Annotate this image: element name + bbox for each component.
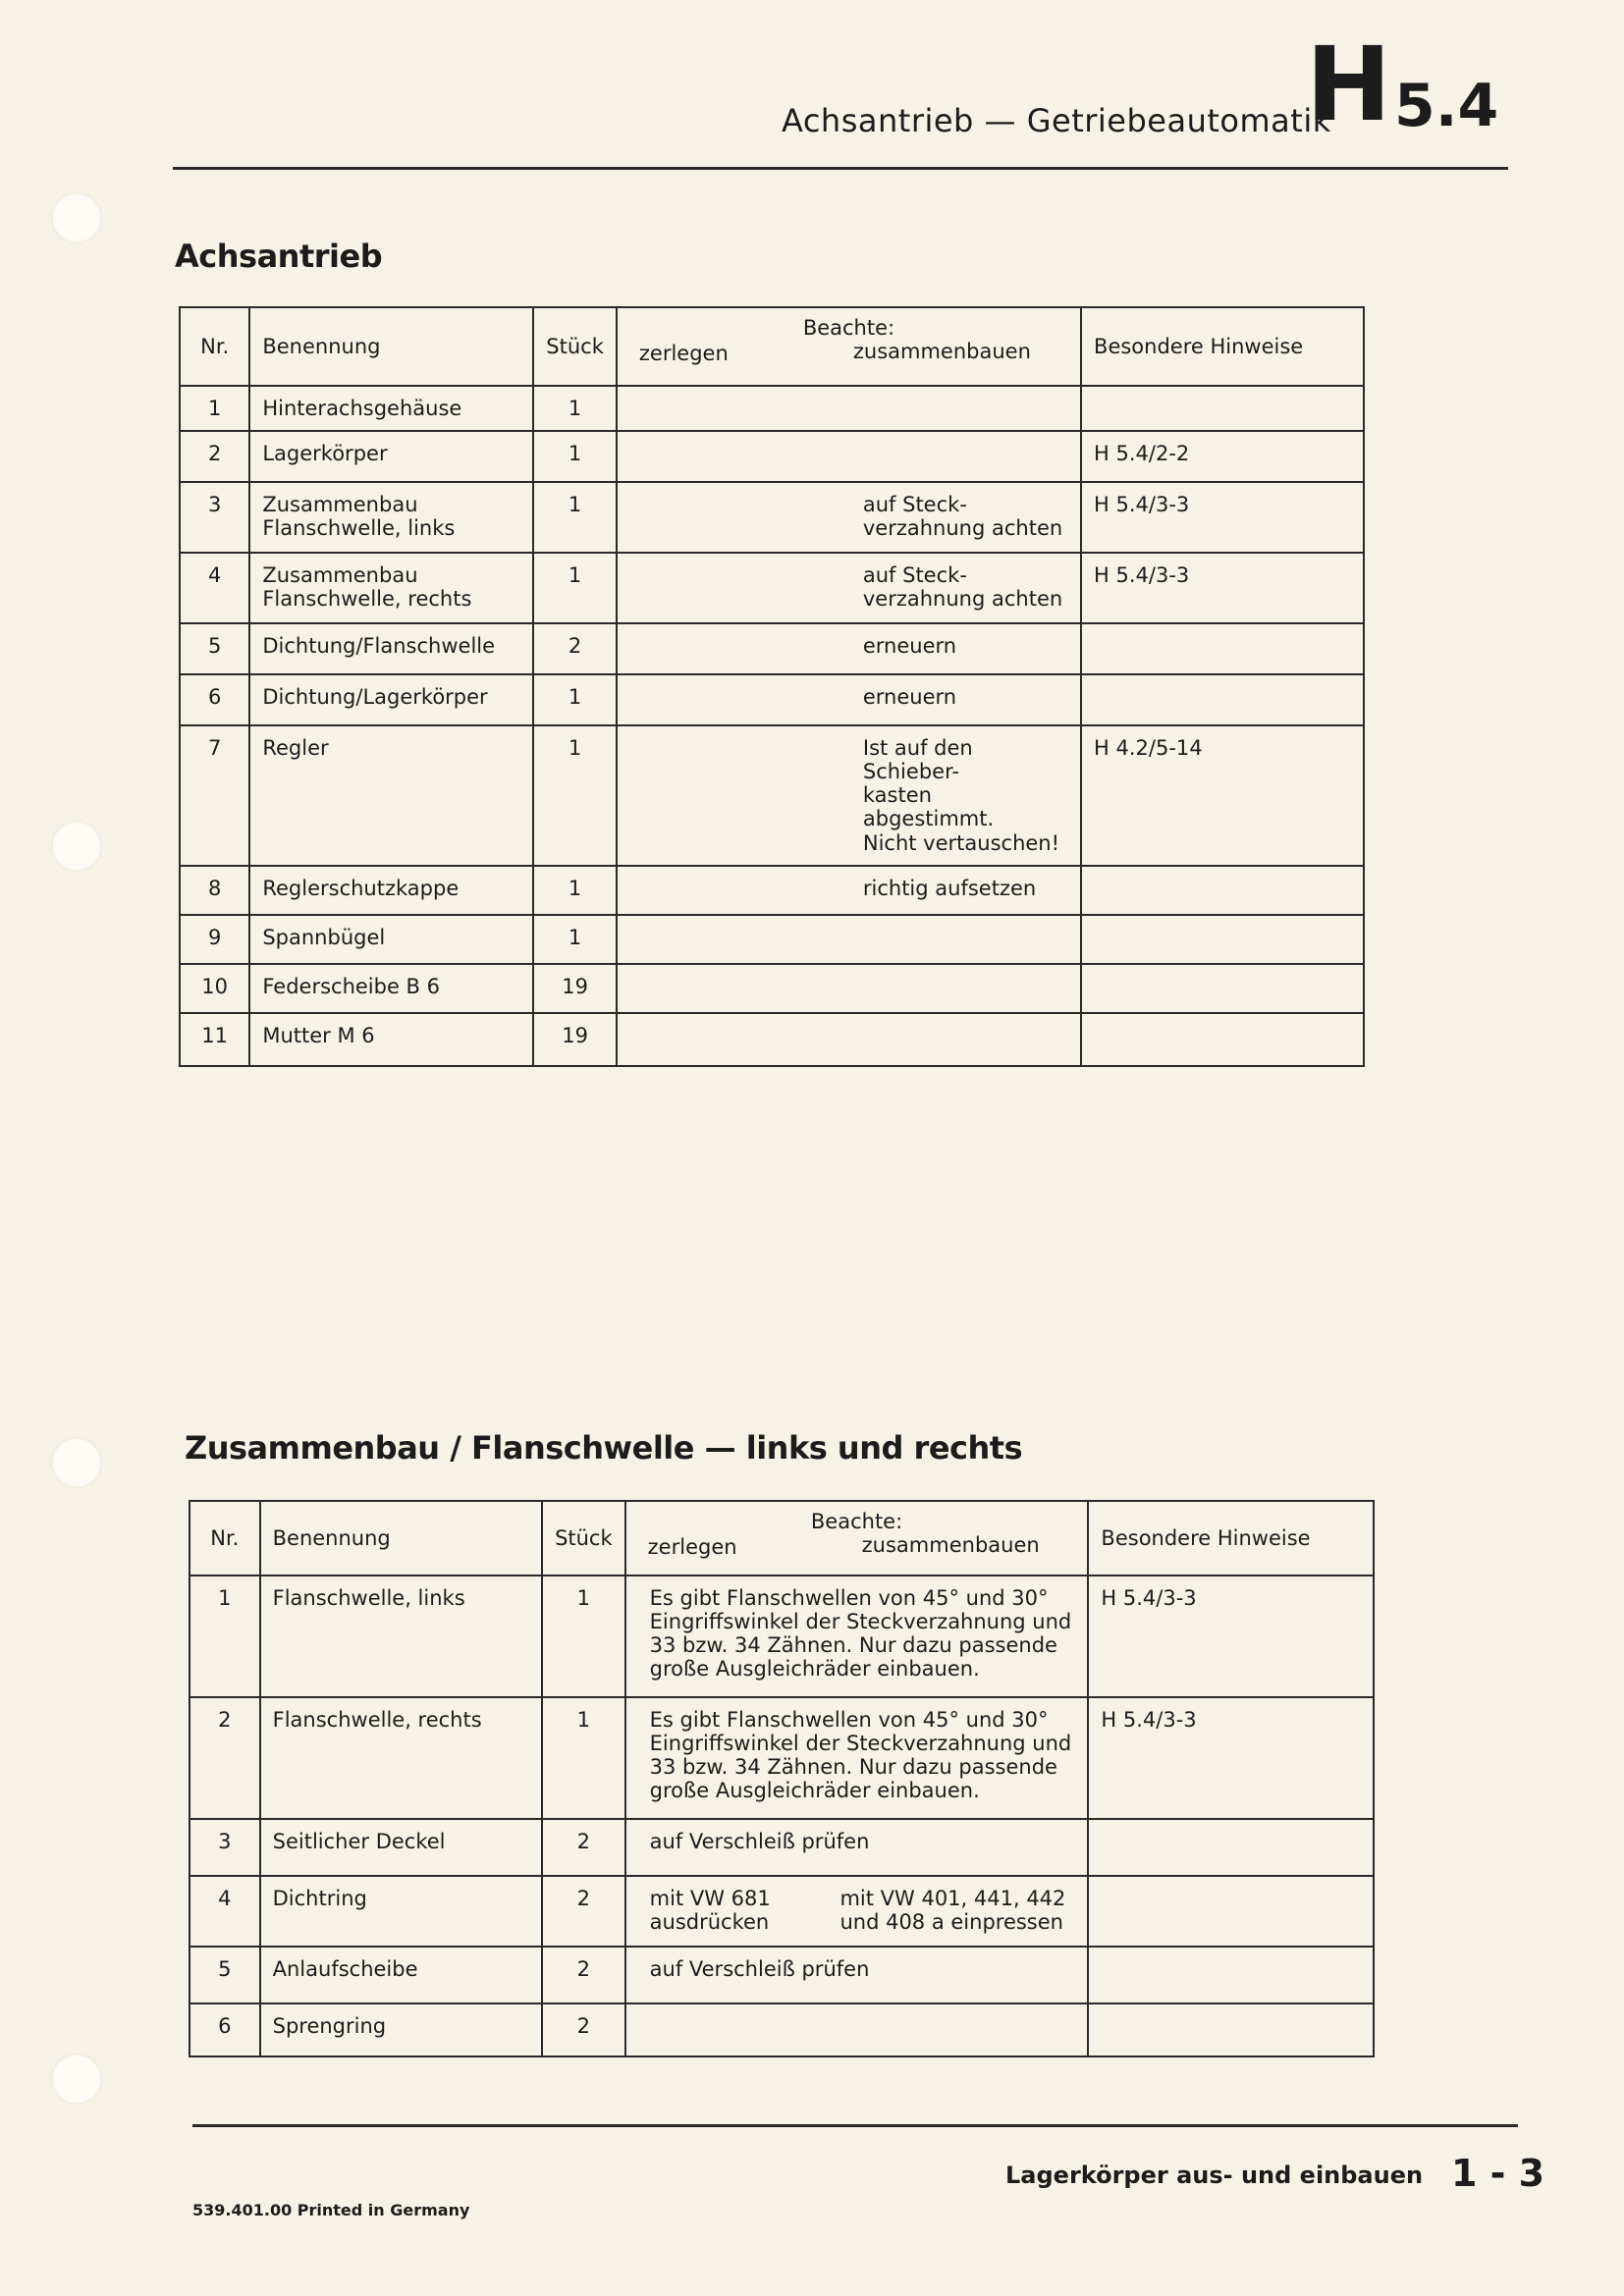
row-ref (1088, 1876, 1374, 1947)
row-note (625, 1876, 1089, 1947)
row-note (617, 964, 1081, 1013)
table-row (180, 431, 1364, 482)
row-name: Dichtring (260, 1876, 542, 1947)
row-name: Lagerkörper (249, 431, 533, 482)
row-nr: 8 (180, 866, 249, 915)
row-note: erneuern (617, 674, 1081, 725)
row-qty: 1 (533, 866, 617, 915)
table-row (180, 623, 1364, 674)
print-code: 539.401.00 Printed in Germany (192, 2201, 470, 2219)
row-nr: 1 (189, 1575, 260, 1697)
row-qty: 1 (533, 725, 617, 866)
row-ref: H 5.4/3-3 (1088, 1697, 1374, 1819)
col-qty: Stück (542, 1501, 625, 1575)
row-note: Es gibt Flanschwellen von 45° und 30° Eingriffswinkel der Steckverzahnung und 33 bzw. 34 Zähnen. Nur dazu passende große Ausgleichräder einbauen. (625, 1575, 1089, 1697)
row-note-split (650, 1887, 1076, 1934)
row-note: auf Steck- verzahnung achten (617, 553, 1081, 623)
row-qty: 1 (533, 674, 617, 725)
row-note: erneuern (617, 623, 1081, 674)
row-ref (1081, 866, 1364, 915)
row-nr: 6 (189, 2003, 260, 2056)
table-row (180, 386, 1364, 431)
table-header-row (180, 307, 1364, 386)
row-nr: 9 (180, 915, 249, 964)
row-name: Anlaufscheibe (260, 1947, 542, 2003)
row-name: Sprengring (260, 2003, 542, 2056)
parts-table-achsantrieb (179, 306, 1365, 1067)
row-ref (1081, 674, 1364, 725)
col-name: Benennung (260, 1501, 542, 1575)
row-qty: 1 (533, 431, 617, 482)
row-note (617, 1013, 1081, 1066)
col-beachte-label: Beachte: (810, 1510, 903, 1533)
row-name: Flanschwelle, links (260, 1575, 542, 1697)
row-note-zerlegen: mit VW 681 ausdrücken (649, 1887, 771, 1935)
col-nr: Nr. (180, 307, 249, 386)
row-ref (1088, 1947, 1374, 2003)
table-row (180, 866, 1364, 915)
row-note: Ist auf den Schieber- kasten abgestimmt. Nicht vertauschen! (617, 725, 1081, 866)
table-row (189, 1575, 1374, 1697)
punch-hole (51, 1437, 102, 1488)
row-ref (1088, 1819, 1374, 1876)
row-nr: 3 (180, 482, 249, 553)
row-qty: 2 (542, 1819, 625, 1876)
row-ref: H 4.2/5-14 (1081, 725, 1364, 866)
row-name: Dichtung/Flanschwelle (249, 623, 533, 674)
col-beachte-label: Beachte: (802, 316, 895, 340)
row-nr: 3 (189, 1819, 260, 1876)
table-row (180, 725, 1364, 866)
row-note-zusammenbauen: mit VW 401, 441, 442 und 408 a einpressen (839, 1887, 1066, 1935)
row-nr: 5 (180, 623, 249, 674)
row-ref (1081, 915, 1364, 964)
row-note (617, 915, 1081, 964)
row-name: Seitlicher Deckel (260, 1819, 542, 1876)
table-row (180, 964, 1364, 1013)
row-name: Zusammenbau Flanschwelle, links (249, 482, 533, 553)
row-ref (1088, 2003, 1374, 2056)
row-qty: 2 (533, 623, 617, 674)
col-zusammenbauen: zusammenbauen (861, 1533, 1040, 1557)
table-body (180, 386, 1364, 1066)
row-ref: H 5.4/3-3 (1081, 482, 1364, 553)
col-hinweise: Besondere Hinweise (1081, 307, 1364, 386)
row-nr: 2 (180, 431, 249, 482)
section2-title: Zusammenbau / Flanschwelle — links und rechts (185, 1429, 1023, 1467)
row-ref: H 5.4/3-3 (1088, 1575, 1374, 1697)
row-name: Regler (249, 725, 533, 866)
row-ref (1081, 623, 1364, 674)
table-row (189, 1819, 1374, 1876)
row-name: Spannbügel (249, 915, 533, 964)
row-note: Es gibt Flanschwellen von 45° und 30° Eingriffswinkel der Steckverzahnung und 33 bzw. 34 Zähnen. Nur dazu passende große Ausgleichräder einbauen. (625, 1697, 1089, 1819)
row-qty: 2 (542, 2003, 625, 2056)
row-ref (1081, 964, 1364, 1013)
row-name: Mutter M 6 (249, 1013, 533, 1066)
col-name: Benennung (249, 307, 533, 386)
row-nr: 4 (180, 553, 249, 623)
row-note: auf Steck- verzahnung achten (617, 482, 1081, 553)
row-name: Zusammenbau Flanschwelle, rechts (249, 553, 533, 623)
row-name: Flanschwelle, rechts (260, 1697, 542, 1819)
row-name: Hinterachsgehäuse (249, 386, 533, 431)
row-ref (1081, 386, 1364, 431)
row-qty: 2 (542, 1947, 625, 2003)
row-nr: 2 (189, 1697, 260, 1819)
header-rule (173, 167, 1508, 170)
punch-hole (51, 821, 102, 872)
section-number: 5.4 (1394, 72, 1499, 140)
punch-hole (51, 2054, 102, 2105)
col-zerlegen: zerlegen (638, 342, 729, 365)
page-title: Achsantrieb — Getriebeautomatik (782, 102, 1331, 139)
row-qty: 1 (533, 915, 617, 964)
col-beachte (625, 1501, 1089, 1575)
row-nr: 7 (180, 725, 249, 866)
row-qty: 1 (533, 386, 617, 431)
row-ref (1081, 1013, 1364, 1066)
row-ref: H 5.4/3-3 (1081, 553, 1364, 623)
table-row (180, 553, 1364, 623)
row-qty: 19 (533, 1013, 617, 1066)
row-nr: 10 (180, 964, 249, 1013)
col-zerlegen: zerlegen (647, 1535, 737, 1559)
table-row (180, 1013, 1364, 1066)
row-qty: 19 (533, 964, 617, 1013)
footer-rule (192, 2124, 1518, 2127)
page-number: 1 - 3 (1451, 2152, 1545, 2195)
row-nr: 6 (180, 674, 249, 725)
row-qty: 2 (542, 1876, 625, 1947)
table-row (189, 1947, 1374, 2003)
row-nr: 1 (180, 386, 249, 431)
next-topic: Lagerkörper aus- und einbauen (1005, 2162, 1424, 2189)
row-note (617, 431, 1081, 482)
table-row (180, 674, 1364, 725)
row-name: Reglerschutzkappe (249, 866, 533, 915)
row-qty: 1 (533, 482, 617, 553)
table-body (189, 1575, 1374, 2056)
punch-hole (51, 192, 102, 243)
row-qty: 1 (533, 553, 617, 623)
table-row (180, 482, 1364, 553)
row-nr: 4 (189, 1876, 260, 1947)
table-header-row (189, 1501, 1374, 1575)
row-qty: 1 (542, 1697, 625, 1819)
table-row (189, 1876, 1374, 1947)
row-nr: 11 (180, 1013, 249, 1066)
col-qty: Stück (533, 307, 617, 386)
row-qty: 1 (542, 1575, 625, 1697)
row-note (617, 386, 1081, 431)
col-beachte (617, 307, 1081, 386)
parts-table-flanschwelle (189, 1500, 1375, 2057)
section1-title: Achsantrieb (175, 238, 383, 275)
section-letter: H (1306, 25, 1392, 144)
row-ref: H 5.4/2-2 (1081, 431, 1364, 482)
col-zusammenbauen: zusammenbauen (852, 340, 1031, 363)
row-note: auf Verschleiß prüfen (625, 1947, 1089, 2003)
row-note: auf Verschleiß prüfen (625, 1819, 1089, 1876)
row-name: Dichtung/Lagerkörper (249, 674, 533, 725)
col-nr: Nr. (189, 1501, 260, 1575)
table-row (189, 2003, 1374, 2056)
row-note: richtig aufsetzen (617, 866, 1081, 915)
row-name: Federscheibe B 6 (249, 964, 533, 1013)
row-note (625, 2003, 1089, 2056)
row-nr: 5 (189, 1947, 260, 2003)
table-row (180, 915, 1364, 964)
col-hinweise: Besondere Hinweise (1088, 1501, 1374, 1575)
table-row (189, 1697, 1374, 1819)
